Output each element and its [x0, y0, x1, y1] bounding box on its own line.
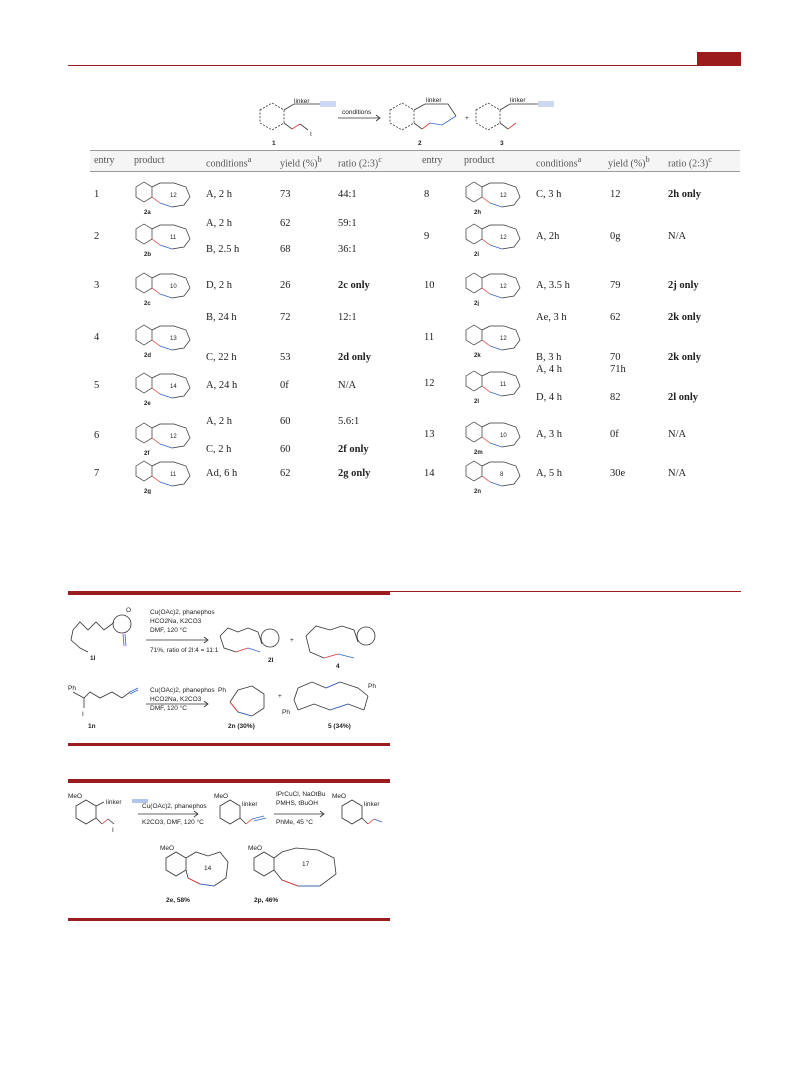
- table-row: [90, 172, 410, 220]
- ring-size-label: 8: [500, 472, 504, 478]
- compound-label: 2i: [474, 252, 480, 257]
- product-structure: [132, 175, 202, 215]
- svg-text:2l: 2l: [268, 657, 274, 664]
- ratio-cell: N/A: [668, 429, 687, 440]
- svg-text:linker: linker: [364, 801, 380, 808]
- product-structure: [132, 266, 202, 306]
- ratio-cell: 2d only: [338, 352, 371, 363]
- svg-text:conditions: conditions: [342, 109, 372, 116]
- table-row: [420, 458, 740, 492]
- svg-text:14: 14: [204, 865, 212, 872]
- ring-size-label: 12: [500, 235, 507, 241]
- ring-size-label: 10: [170, 284, 177, 290]
- conditions-cell: A, 24 h: [206, 380, 238, 391]
- compound-label: 2l: [474, 399, 480, 404]
- svg-text:17: 17: [302, 861, 310, 868]
- header-product-right: product: [464, 155, 495, 166]
- ring-size-label: 12: [170, 434, 177, 440]
- ratio-cell: 2g only: [338, 468, 371, 479]
- compound-label: 2e: [144, 401, 151, 406]
- svg-text:+: +: [278, 693, 282, 700]
- entry-number: 4: [94, 332, 100, 343]
- entry-number: 6: [94, 430, 100, 441]
- svg-text:Ph: Ph: [368, 683, 376, 690]
- svg-text:linker: linker: [106, 799, 122, 806]
- entry-number: 1: [94, 189, 100, 200]
- svg-text:5 (34%): 5 (34%): [328, 723, 351, 730]
- entry-number: 14: [424, 468, 435, 479]
- yield-cell: 26: [280, 280, 291, 291]
- yield-cell: 60: [280, 444, 291, 455]
- ratio-cell: 2h only: [668, 189, 701, 200]
- svg-text:MeO: MeO: [248, 845, 263, 852]
- svg-text:Cu(OAc)2, phanephos: Cu(OAc)2, phanephos: [142, 803, 207, 810]
- product-structure: [462, 364, 532, 404]
- svg-text:2p, 46%: 2p, 46%: [254, 897, 279, 904]
- top-reaction-scheme: [250, 92, 560, 150]
- ratio-cell: N/A: [668, 231, 687, 242]
- compound-label: 2a: [144, 210, 151, 215]
- ratio-cell: 44:1: [338, 189, 357, 200]
- ratio-cell: 2l only: [668, 392, 699, 403]
- svg-text:I: I: [82, 711, 84, 718]
- svg-text:PhMe, 45 °C: PhMe, 45 °C: [276, 819, 313, 826]
- column-rule: [390, 591, 741, 592]
- header-tab: [697, 52, 741, 66]
- yield-cell: 53: [280, 352, 291, 363]
- entry-number: 10: [424, 280, 435, 291]
- yield-cell: 71h: [610, 364, 626, 375]
- svg-text:Ph: Ph: [282, 709, 290, 716]
- product-structure: [462, 217, 532, 257]
- product-structure: [462, 266, 532, 306]
- yield-cell: 79: [610, 280, 621, 291]
- scheme-2-bottom-rule: [68, 743, 390, 746]
- table-header-row: [90, 150, 740, 172]
- compound-label: 2g: [144, 489, 152, 494]
- svg-text:linker: linker: [510, 97, 526, 104]
- compound-label: 2d: [144, 353, 152, 358]
- table-row: [90, 458, 410, 492]
- svg-text:PMHS, tBuOH: PMHS, tBuOH: [276, 800, 318, 807]
- product-structure: [132, 318, 202, 358]
- header-entry-right: entry: [422, 155, 443, 166]
- conditions-cell: A, 2h: [536, 231, 560, 242]
- scheme-3-bottom-rule: [68, 918, 390, 921]
- ratio-cell: 2c only: [338, 280, 370, 291]
- entry-number: 8: [424, 189, 430, 200]
- product-structure: [462, 318, 532, 358]
- yield-cell: 68: [280, 244, 291, 255]
- header-conditions-right: conditions$^a$: [536, 155, 582, 170]
- svg-text:MeO: MeO: [332, 793, 347, 800]
- compound-label: 2h: [474, 210, 482, 215]
- entry-number: 3: [94, 280, 100, 291]
- ring-size-label: 14: [170, 384, 177, 390]
- scheme-2-top-rule: [68, 591, 390, 595]
- table-row: [90, 214, 410, 262]
- svg-text:IPrCuCl, NaOtBu: IPrCuCl, NaOtBu: [276, 791, 326, 798]
- ring-size-label: 13: [170, 336, 177, 342]
- svg-text:Cu(OAc)2, phanephos: Cu(OAc)2, phanephos: [150, 687, 215, 694]
- ratio-cell: 2j only: [668, 280, 699, 291]
- product-structure: [462, 175, 532, 215]
- table-row: [90, 360, 410, 414]
- svg-text:Ph: Ph: [218, 687, 226, 694]
- svg-text:I: I: [310, 131, 312, 138]
- yield-cell: 62: [280, 468, 291, 479]
- header-ratio: ratio (2:3)$^c$: [338, 155, 382, 170]
- compound-label: 2f: [144, 451, 150, 456]
- compound-label: 2k: [474, 353, 481, 358]
- svg-text:4: 4: [336, 663, 340, 670]
- entry-number: 13: [424, 429, 435, 440]
- svg-text:2n (30%): 2n (30%): [228, 723, 255, 730]
- svg-text:linker: linker: [242, 801, 258, 808]
- yield-cell: 82: [610, 392, 621, 403]
- svg-text:MeO: MeO: [214, 793, 229, 800]
- ratio-cell: N/A: [668, 468, 687, 479]
- svg-text:2e, 58%: 2e, 58%: [166, 897, 190, 904]
- header-rule: [68, 65, 741, 66]
- svg-text:+: +: [465, 115, 469, 122]
- ring-size-label: 11: [500, 382, 507, 388]
- scheme-3-top-rule: [68, 779, 390, 783]
- compound-label: 2b: [144, 252, 152, 257]
- conditions-cell: A, 2 h: [206, 218, 232, 229]
- scheme-3: [68, 786, 390, 916]
- header-entry: entry: [94, 155, 115, 166]
- table-row: [90, 268, 410, 306]
- header-conditions: conditions$^a$: [206, 155, 252, 170]
- entry-number: 9: [424, 231, 430, 242]
- svg-text:DMF, 120 °C: DMF, 120 °C: [150, 627, 187, 634]
- table-row: [420, 214, 740, 262]
- product-structure: [132, 366, 202, 406]
- svg-text:Ph: Ph: [68, 685, 76, 692]
- svg-text:MeO: MeO: [160, 845, 175, 852]
- ratio-cell: 59:1: [338, 218, 357, 229]
- ring-size-label: 11: [170, 235, 177, 241]
- conditions-cell: D, 4 h: [536, 392, 562, 403]
- yield-cell: 30e: [610, 468, 626, 479]
- svg-text:+: +: [290, 637, 294, 644]
- yield-cell: 70: [610, 352, 621, 363]
- conditions-cell: C, 3 h: [536, 189, 562, 200]
- entry-number: 12: [424, 378, 435, 389]
- table-row: [420, 360, 740, 410]
- product-structure: [132, 416, 202, 456]
- conditions-cell: A, 2 h: [206, 416, 232, 427]
- entry-number: 5: [94, 380, 100, 391]
- ring-size-label: 10: [500, 433, 507, 439]
- ratio-cell: 12:1: [338, 312, 357, 323]
- conditions-cell: A, 3 h: [536, 429, 562, 440]
- svg-text:HCO2Na, K2CO3: HCO2Na, K2CO3: [150, 618, 202, 625]
- conditions-cell: B, 2.5 h: [206, 244, 240, 255]
- ring-size-label: 11: [170, 472, 177, 478]
- ring-size-label: 12: [500, 284, 507, 290]
- svg-text:Cu(OAc)2, phanephos: Cu(OAc)2, phanephos: [150, 609, 215, 616]
- ratio-cell: 5.6:1: [338, 416, 360, 427]
- table-row: [420, 268, 740, 306]
- table-row: [420, 172, 740, 220]
- product-structure: [132, 217, 202, 257]
- conditions-cell: C, 22 h: [206, 352, 237, 363]
- svg-text:DMF, 120 °C: DMF, 120 °C: [150, 705, 187, 712]
- ratio-cell: 2f only: [338, 444, 369, 455]
- ratio-cell: N/A: [338, 380, 357, 391]
- ratio-cell: 2k only: [668, 352, 701, 363]
- compound-label: 2m: [474, 450, 483, 455]
- yield-cell: 0f: [280, 380, 289, 391]
- yield-cell: 62: [610, 312, 621, 323]
- conditions-cell: Ae, 3 h: [536, 312, 567, 323]
- compound-label: 2j: [474, 301, 480, 306]
- entry-number: 7: [94, 468, 100, 479]
- svg-text:O: O: [126, 607, 132, 614]
- compound-label: 2c: [144, 301, 151, 306]
- conditions-cell: D, 2 h: [206, 280, 232, 291]
- ring-size-label: 12: [500, 193, 507, 199]
- conditions-cell: A, 5 h: [536, 468, 562, 479]
- table-row: [420, 412, 740, 460]
- compound-label: 2n: [474, 489, 482, 494]
- conditions-cell: A, 4 h: [536, 364, 562, 375]
- header-ratio-right: ratio (2:3)$^c$: [668, 155, 712, 170]
- product-structure: [132, 454, 202, 494]
- svg-text:K2CO3, DMF, 120 °C: K2CO3, DMF, 120 °C: [142, 819, 204, 826]
- ratio-cell: 36:1: [338, 244, 357, 255]
- yield-cell: 12: [610, 189, 621, 200]
- header-yield-right: yield (%)$^b$: [608, 155, 650, 170]
- conditions-cell: A, 3.5 h: [536, 280, 570, 291]
- header-yield: yield (%)$^b$: [280, 155, 322, 170]
- conditions-cell: B, 24 h: [206, 312, 237, 323]
- entry-number: 11: [424, 332, 435, 343]
- svg-text:1: 1: [272, 140, 276, 147]
- product-structure: [462, 415, 532, 455]
- yield-cell: 0g: [610, 231, 621, 242]
- scheme-2: [68, 600, 390, 740]
- ring-size-label: 12: [170, 193, 177, 199]
- svg-text:71%, ratio of 2l:4 = 11:1: 71%, ratio of 2l:4 = 11:1: [150, 647, 219, 654]
- yield-cell: 73: [280, 189, 291, 200]
- svg-text:MeO: MeO: [68, 793, 83, 800]
- svg-text:linker: linker: [294, 98, 310, 105]
- svg-text:3: 3: [500, 140, 504, 147]
- svg-text:I: I: [112, 827, 114, 834]
- yield-cell: 0f: [610, 429, 619, 440]
- conditions-cell: Ad, 6 h: [206, 468, 238, 479]
- ring-size-label: 12: [500, 336, 507, 342]
- conditions-cell: A, 2 h: [206, 189, 232, 200]
- yield-cell: 60: [280, 416, 291, 427]
- header-product: product: [134, 155, 165, 166]
- svg-text:1l: 1l: [90, 655, 96, 662]
- product-structure: [462, 454, 532, 494]
- svg-text:linker: linker: [426, 97, 442, 104]
- svg-text:1n: 1n: [88, 723, 96, 730]
- svg-text:2: 2: [418, 140, 422, 147]
- ratio-cell: 2k only: [668, 312, 701, 323]
- yield-cell: 72: [280, 312, 291, 323]
- conditions-cell: C, 2 h: [206, 444, 232, 455]
- svg-text:HCO2Na, K2CO3: HCO2Na, K2CO3: [150, 696, 202, 703]
- conditions-cell: B, 3 h: [536, 352, 562, 363]
- entry-number: 2: [94, 231, 100, 242]
- yield-cell: 62: [280, 218, 291, 229]
